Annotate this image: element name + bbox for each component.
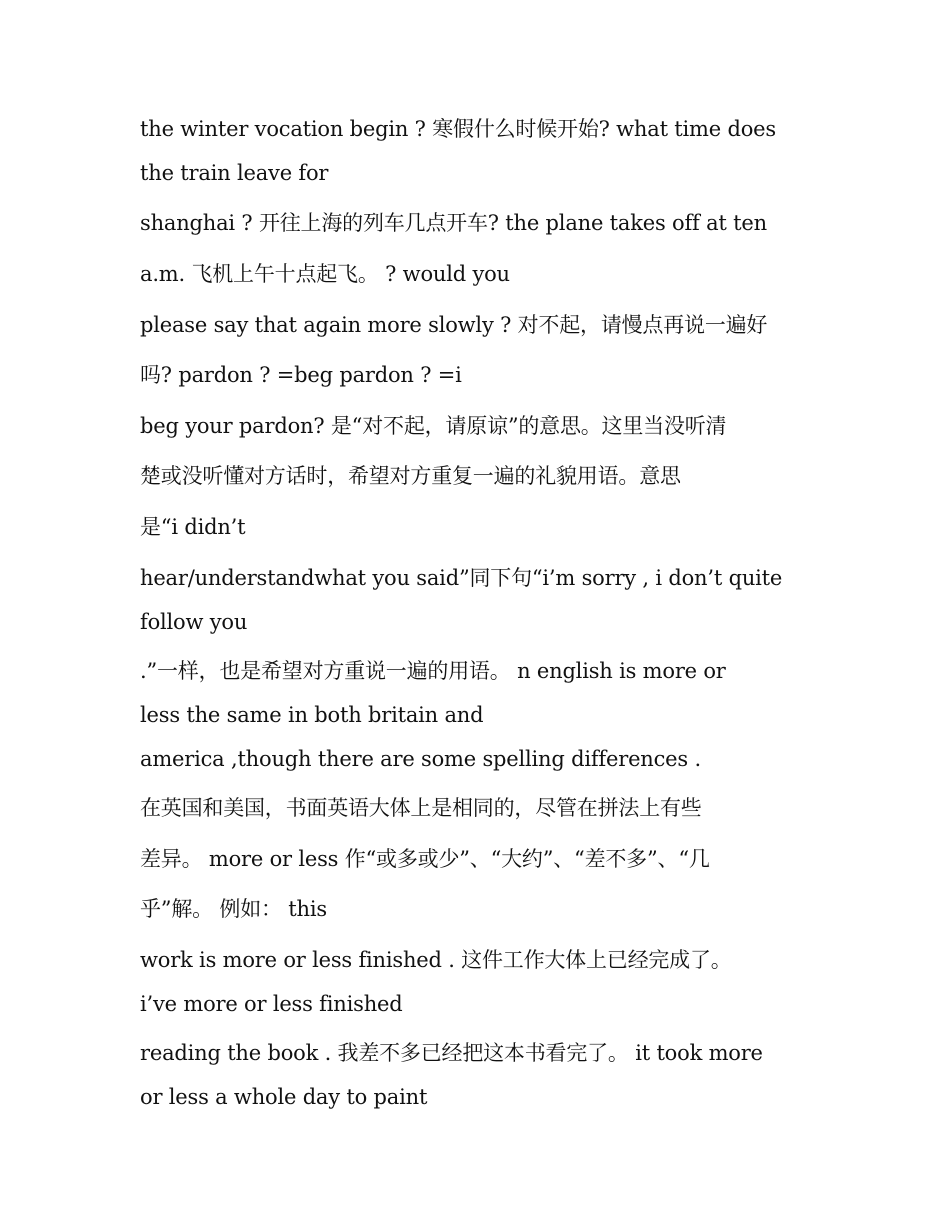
text-line: follow you <box>140 610 248 634</box>
text-line: shanghai ? 开往上海的列车几点开车? the plane takes off at ten <box>140 211 767 235</box>
text-line: or less a whole day to paint <box>140 1085 428 1109</box>
text-line: 吗? pardon ? =beg pardon ? =i <box>140 363 462 387</box>
text-line: .”一样，也是希望对方重说一遍的用语。 n english is more or <box>140 659 726 683</box>
text-line: the winter vocation begin ? 寒假什么时候开始? what time does <box>140 117 776 141</box>
text-line: 乎”解。 例如： this <box>140 897 327 921</box>
text-line: hear/understandwhat you said”同下句“i’m sorry , i don’t quite <box>140 566 783 590</box>
text-line: reading the book . 我差不多已经把这本书看完了。 it took more <box>140 1041 763 1065</box>
text-line: i’ve more or less finished <box>140 992 403 1016</box>
text-line: work is more or less finished . 这件工作大体上已经完成了。 <box>140 948 732 972</box>
text-line: america ,though there are some spelling differences . <box>140 747 701 771</box>
text-line: please say that again more slowly ? 对不起，请慢点再说一遍好 <box>140 313 768 337</box>
text-line: 在英国和美国，书面英语大体上是相同的，尽管在拼法上有些 <box>140 796 702 820</box>
text-line: beg your pardon? 是“对不起，请原谅”的意思。这里当没听清 <box>140 414 727 438</box>
text-line: 楚或没听懂对方话时，希望对方重复一遍的礼貌用语。意思 <box>140 464 681 488</box>
text-line: 是“i didn’t <box>140 515 246 539</box>
text-line: a.m. 飞机上午十点起飞。 ? would you <box>140 262 510 286</box>
text-line: 差异。 more or less 作“或多或少”、“大约”、“差不多”、“几 <box>140 847 710 871</box>
text-line: less the same in both britain and <box>140 703 484 727</box>
text-line: the train leave for <box>140 161 329 185</box>
